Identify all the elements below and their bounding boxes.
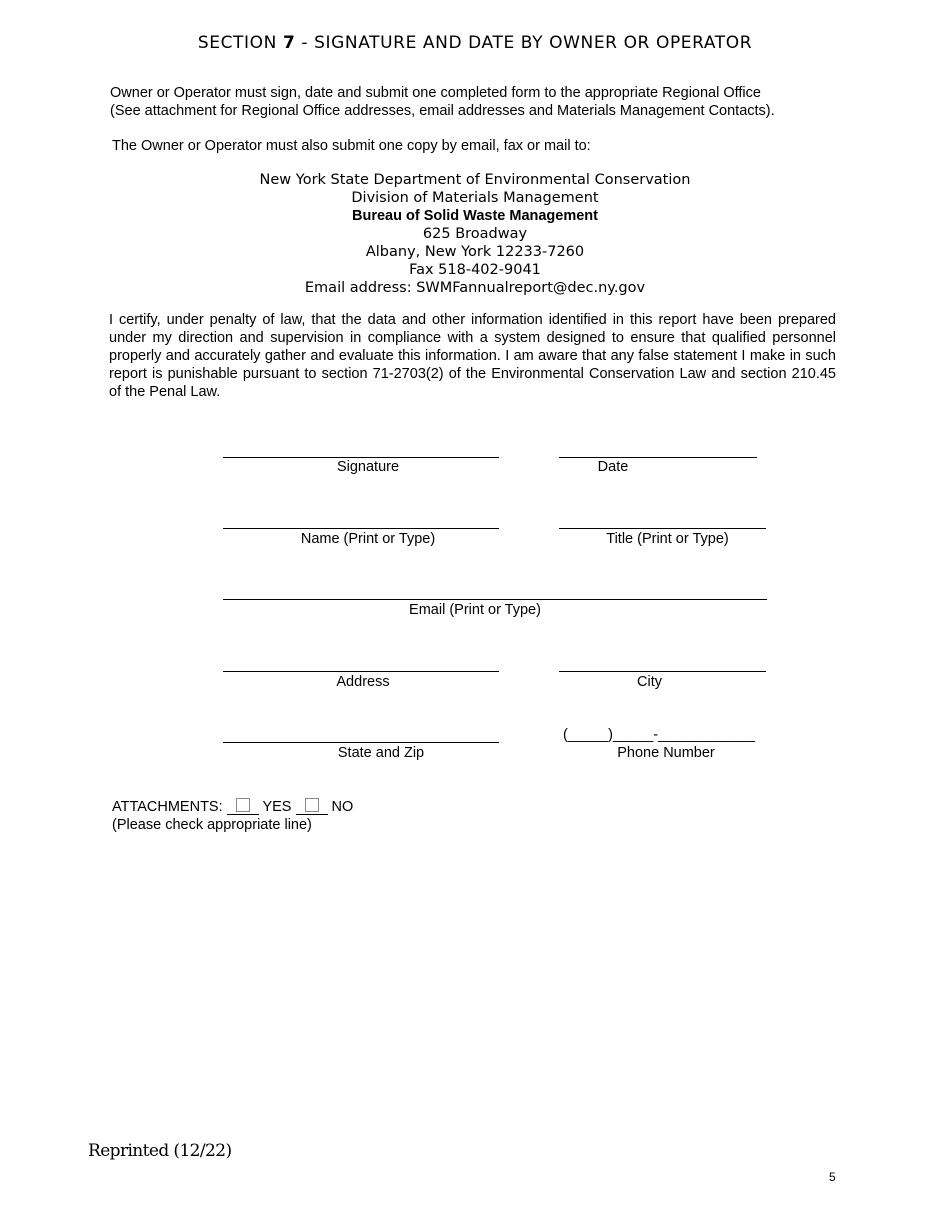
name-label: Name (Print or Type) [300,531,436,547]
fax-number: Fax 518-402-9041 [409,262,541,278]
state-zip-label: State and Zip [337,745,425,761]
signature-line[interactable] [223,457,499,458]
city-state-zip: Albany, New York 12233-7260 [365,244,585,260]
copy-instruction: The Owner or Operator must also submit one copy by email, fax or mail to: [112,138,591,154]
attachments-no-label: NO [331,799,354,815]
address-block [0,171,950,297]
intro-line-2: (See attachment for Regional Office addresses, email addresses and Materials Management Contacts). [110,103,775,119]
page-number: 5 [829,1170,836,1184]
city-label: City [637,674,662,690]
attachments-hint: (Please check appropriate line) [112,817,312,833]
phone-number-field[interactable]: (_____)_____-____________ [563,727,755,743]
name-line[interactable] [223,528,499,529]
section-title-text: - SIGNATURE AND DATE BY OWNER OR OPERATOR [295,33,753,53]
agency-name: New York State Department of Environmental Conservation [259,172,691,188]
email-line[interactable] [223,599,767,600]
state-zip-line[interactable] [223,742,499,743]
intro-line-1: Owner or Operator must sign, date and submit one completed form to the appropriate Regional Office [110,85,761,101]
address-line[interactable] [223,671,499,672]
attachments-row [112,798,353,816]
yes-checkbox[interactable] [236,798,250,812]
section-title [0,33,950,53]
section-number: 7 [282,33,296,53]
intro-paragraph [110,84,870,120]
street-address: 625 Broadway [422,226,528,242]
phone-label: Phone Number [617,745,715,761]
city-line[interactable] [559,671,766,672]
email-address: Email address: SWMFannualreport@dec.ny.gov [304,280,646,296]
signature-label: Signature [336,459,400,475]
date-line[interactable] [559,457,757,458]
attachments-label: ATTACHMENTS: [112,799,223,815]
bureau-name: Bureau of Solid Waste Management [352,208,598,224]
email-label: Email (Print or Type) [409,602,541,618]
title-line[interactable] [559,528,766,529]
address-label: Address [336,674,390,690]
attachments-yes-label: YES [262,799,292,815]
title-label: Title (Print or Type) [606,531,729,547]
attachments-no-blank[interactable] [296,798,328,815]
section-title-prefix: SECTION [197,33,283,53]
reprint-date: Reprinted (12/22) [88,1141,232,1161]
division-name: Division of Materials Management [351,190,599,206]
date-label: Date [597,459,629,475]
certification-statement: I certify, under penalty of law, that the data and other information identified in this report have been prepared under my direction and supervision in compliance with a system designed to ensure that qualified personnel properly and accurately gather and evaluate this information. I am aware that any false statement I make in such report is punishable pursuant to section 71-2703(2) of the Environmental Conservation Law and section 210.45 of the Penal Law. [109,312,836,400]
attachments-yes-blank[interactable] [227,798,259,815]
no-checkbox[interactable] [305,798,319,812]
